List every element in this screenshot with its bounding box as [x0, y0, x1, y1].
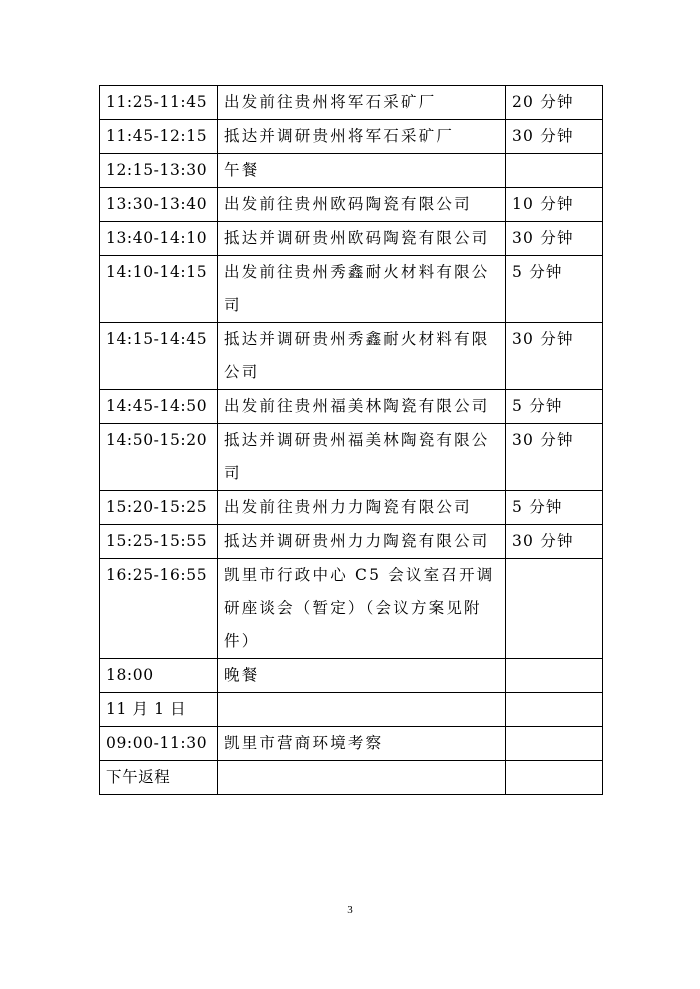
time-cell: 15:20-15:25 [100, 491, 218, 525]
activity-cell: 抵达并调研贵州欧码陶瓷有限公司 [218, 222, 506, 256]
time-cell: 13:40-14:10 [100, 222, 218, 256]
table-row [100, 222, 603, 256]
time-cell: 09:00-11:30 [100, 727, 218, 761]
table-row [100, 424, 603, 491]
activity-cell: 晚餐 [218, 659, 506, 693]
time-cell: 15:25-15:55 [100, 525, 218, 559]
duration-cell: 10 分钟 [506, 188, 603, 222]
table-row [100, 559, 603, 659]
time-cell: 下午返程 [100, 761, 218, 795]
duration-cell [506, 559, 603, 659]
duration-cell: 30 分钟 [506, 525, 603, 559]
duration-cell [506, 659, 603, 693]
duration-cell [506, 727, 603, 761]
time-cell: 14:10-14:15 [100, 256, 218, 323]
time-cell: 14:45-14:50 [100, 390, 218, 424]
activity-cell: 出发前往贵州福美林陶瓷有限公司 [218, 390, 506, 424]
activity-cell: 凯里市营商环境考察 [218, 727, 506, 761]
table-row [100, 256, 603, 323]
activity-cell: 出发前往贵州欧码陶瓷有限公司 [218, 188, 506, 222]
activity-cell [218, 761, 506, 795]
time-cell: 11:45-12:15 [100, 120, 218, 154]
duration-cell: 5 分钟 [506, 390, 603, 424]
page-number: 3 [347, 904, 353, 916]
time-cell: 16:25-16:55 [100, 559, 218, 659]
table-row [100, 659, 603, 693]
table-row [100, 761, 603, 795]
activity-cell: 出发前往贵州力力陶瓷有限公司 [218, 491, 506, 525]
schedule-table [99, 85, 603, 795]
activity-cell: 午餐 [218, 154, 506, 188]
activity-cell: 抵达并调研贵州力力陶瓷有限公司 [218, 525, 506, 559]
table-row [100, 154, 603, 188]
activity-cell: 抵达并调研贵州秀鑫耐火材料有限公司 [218, 323, 506, 390]
activity-cell: 出发前往贵州秀鑫耐火材料有限公司 [218, 256, 506, 323]
table-row [100, 491, 603, 525]
table-row [100, 323, 603, 390]
time-cell: 18:00 [100, 659, 218, 693]
activity-cell: 抵达并调研贵州将军石采矿厂 [218, 120, 506, 154]
time-cell: 14:50-15:20 [100, 424, 218, 491]
table-row [100, 120, 603, 154]
duration-cell [506, 693, 603, 727]
duration-cell: 5 分钟 [506, 256, 603, 323]
table-row [100, 525, 603, 559]
table-row [100, 727, 603, 761]
duration-cell: 30 分钟 [506, 424, 603, 491]
duration-cell [506, 154, 603, 188]
duration-cell: 20 分钟 [506, 86, 603, 120]
table-row [100, 693, 603, 727]
time-cell: 14:15-14:45 [100, 323, 218, 390]
time-cell: 12:15-13:30 [100, 154, 218, 188]
time-cell: 11:25-11:45 [100, 86, 218, 120]
table-row [100, 86, 603, 120]
duration-cell: 30 分钟 [506, 323, 603, 390]
duration-cell [506, 761, 603, 795]
duration-cell: 30 分钟 [506, 120, 603, 154]
activity-cell: 出发前往贵州将军石采矿厂 [218, 86, 506, 120]
activity-cell [218, 693, 506, 727]
activity-cell: 凯里市行政中心 C5 会议室召开调研座谈会（暂定）（会议方案见附件） [218, 559, 506, 659]
table-row [100, 188, 603, 222]
table-row [100, 390, 603, 424]
time-cell: 13:30-13:40 [100, 188, 218, 222]
duration-cell: 5 分钟 [506, 491, 603, 525]
time-cell: 11 月 1 日 [100, 693, 218, 727]
activity-cell: 抵达并调研贵州福美林陶瓷有限公司 [218, 424, 506, 491]
duration-cell: 30 分钟 [506, 222, 603, 256]
